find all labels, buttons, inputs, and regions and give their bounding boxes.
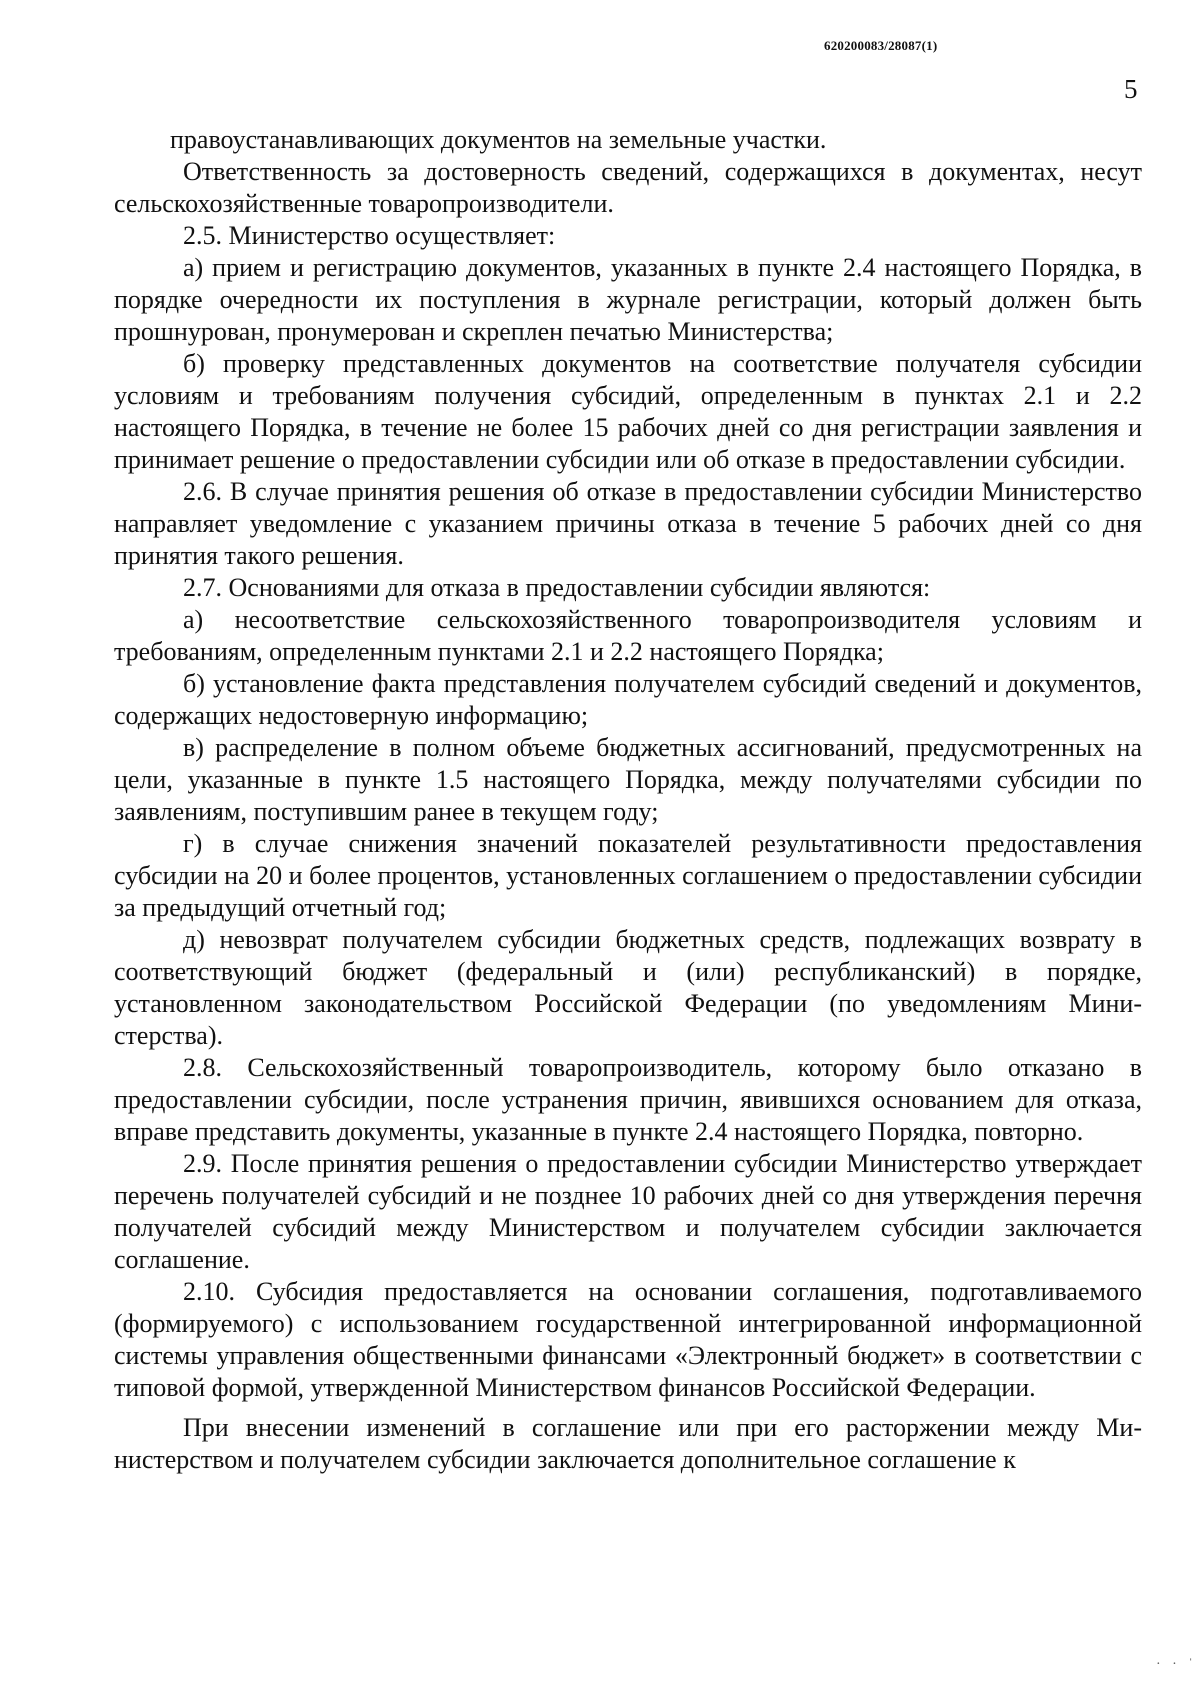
paragraph-2-5-a: а) прием и регистрацию документов, указанных в пункте 2.4 настоящего Порядка, в порядке очередности их поступления в журнале регистрации, который должен быть прошнурован, пронумерован и скреплен печатью Министерства; bbox=[114, 253, 1142, 346]
paragraph-2-8: 2.8. Сельскохозяйственный товаропроизводитель, которому было отказано в предоставлении субсидии, после устранения причин, явившихся основанием для отказа, вправе представить документы, указанные в пункте 2.4 настоящего Порядка, повторно. bbox=[114, 1053, 1142, 1146]
paragraph-2-7-g: г) в случае снижения значений показателей результативности предоставления субсидии на 20 и более процентов, установленных соглашением о предоставлении субсидии за предыдущий отчетный год; bbox=[114, 829, 1142, 922]
paragraph-2-9: 2.9. После принятия решения о предоставлении субсидии Министерство утверждает перечень получателей субсидий и не позднее 10 рабочих дней со дня утверждения перечня получателей субсидий между Министерством и получателем субсидии заключается соглашение. bbox=[114, 1149, 1142, 1274]
document-body bbox=[114, 124, 1142, 1476]
paragraph-2-7-b: б) установление факта представления получателем субсидий сведений и документов, содержащих недостоверную информацию; bbox=[114, 669, 1142, 730]
paragraph-amendments: При внесении изменений в соглашение или при его расторжении между Министерством и получателем субсидии заключается дополнительное соглашение к bbox=[114, 1413, 1142, 1474]
page-number: 5 bbox=[1124, 74, 1138, 104]
document-id: 620200083/28087(1) bbox=[824, 38, 938, 53]
paragraph-title-documents: правоустанавливающих документов на земельные участки. bbox=[170, 125, 827, 154]
paragraph-responsibility: Ответственность за достоверность сведений, содержащихся в документах, несут сельскохозяйственные товаропроизводители. bbox=[114, 157, 1142, 218]
paragraph-2-7-a: а) несоответствие сельскохозяйственного товаропроизводителя условиям и требованиям, определенным пунктами 2.1 и 2.2 настоящего Порядка; bbox=[114, 605, 1142, 666]
paragraph-2-7-d: д) невозврат получателем субсидии бюджетных средств, подлежащих возврату в соответствующий бюджет (федеральный и (или) республиканский) в порядке, установленном законодательством Российской Федерации (по уведомлениям Министерства). bbox=[114, 925, 1142, 1050]
paragraph-2-5: 2.5. Министерство осуществляет: bbox=[183, 221, 556, 250]
paragraph-2-6: 2.6. В случае принятия решения об отказе в предоставлении субсидии Министерство направляет уведомление с указанием причины отказа в течение 5 рабочих дней со дня принятия такого решения. bbox=[114, 477, 1142, 570]
paragraph-2-5-b: б) проверку представленных документов на соответствие получателя субсидии условиям и требованиям получения субсидий, определенным в пунктах 2.1 и 2.2 настоящего Порядка, в течение не более 15 рабочих дней со дня регистрации заявления и принимает решение о предоставлении субсидии или об отказе в предоставлении субсидии. bbox=[114, 349, 1142, 474]
paragraph-2-10: 2.10. Субсидия предоставляется на основании соглашения, подготавливаемого (формируемого) с использованием государственной интегрированной информационной системы управления общественными финансами «Электронный бюджет» в соответствии с типовой формой, утвержденной Министерством финансов Российской Федерации. bbox=[114, 1277, 1142, 1402]
paragraph-2-7: 2.7. Основаниями для отказа в предоставлении субсидии являются: bbox=[183, 573, 931, 602]
paragraph-2-7-v: в) распределение в полном объеме бюджетных ассигнований, предусмотренных на цели, указанные в пункте 1.5 настоящего Порядка, между получателями субсидии по заявлениям, поступившим ранее в текущем году; bbox=[114, 733, 1142, 826]
scan-speck-marks: · · ˈ bbox=[1156, 1657, 1197, 1672]
